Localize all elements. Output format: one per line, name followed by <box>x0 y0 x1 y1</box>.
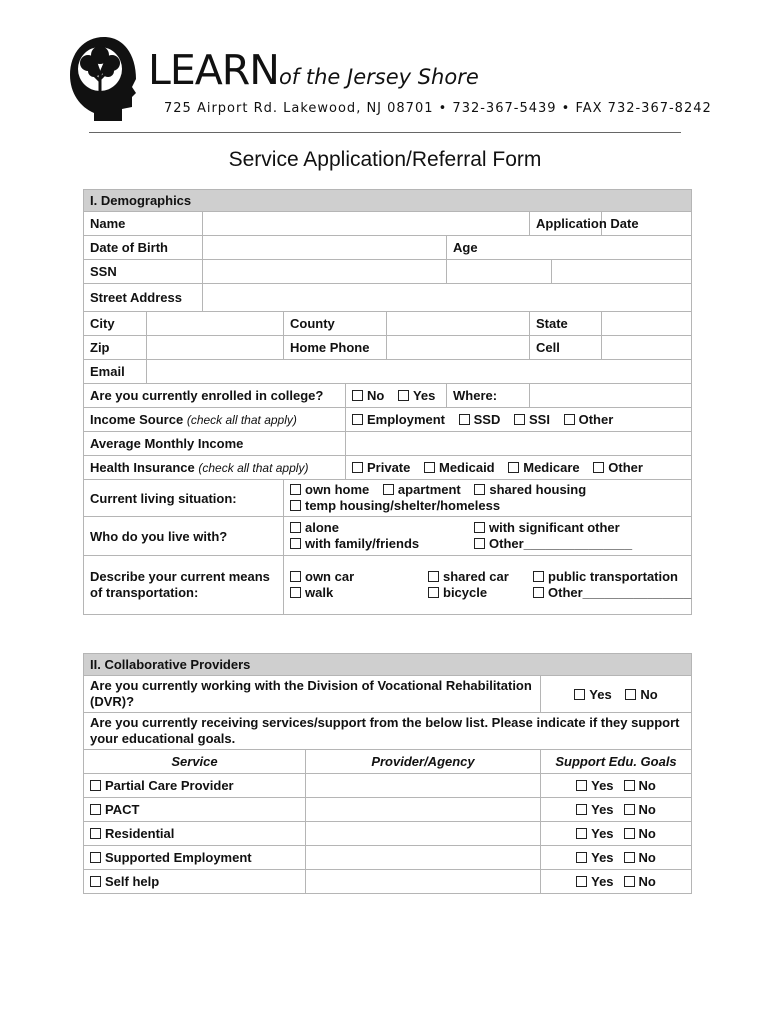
income-ssi-checkbox[interactable] <box>514 414 525 425</box>
service-partial-care-label: Partial Care Provider <box>105 778 234 793</box>
dob-field[interactable] <box>203 236 447 260</box>
income-other-checkbox[interactable] <box>564 414 575 425</box>
support-yes-checkbox-1[interactable] <box>576 780 587 791</box>
application-date-label: Application Date <box>530 212 602 236</box>
service-residential-label: Residential <box>105 826 175 841</box>
service-pact-label: PACT <box>105 802 140 817</box>
cell-label: Cell <box>530 336 602 360</box>
transport-public-checkbox[interactable] <box>533 571 544 582</box>
service-partial-care-checkbox[interactable] <box>90 780 101 791</box>
health-check-all: (check all that apply) <box>198 461 309 475</box>
transport-options <box>284 556 692 615</box>
living-own-home-checkbox[interactable] <box>290 484 301 495</box>
support-options-2 <box>541 798 692 822</box>
service-supported-employment <box>84 846 306 870</box>
brand <box>148 46 479 94</box>
dvr-no-label: No <box>640 686 658 702</box>
where-field[interactable] <box>530 384 692 408</box>
service-self-help-label: Self help <box>105 874 160 889</box>
living-apartment-label: apartment <box>397 482 461 497</box>
provider-field-5[interactable] <box>306 870 541 894</box>
service-supported-employment-label: Supported Employment <box>105 850 252 865</box>
avg-income-field[interactable] <box>346 432 692 456</box>
dvr-question: Are you currently working with the Division of Vocational Rehabilitation (DVR)? <box>84 676 541 713</box>
city-field[interactable] <box>147 312 284 336</box>
cell-field[interactable] <box>602 336 692 360</box>
org-address: 725 Airport Rd. Lakewood, NJ 08701 • 732-367-5439 • FAX 732-367-8242 <box>164 101 712 116</box>
support-no-checkbox-4[interactable] <box>624 852 635 863</box>
provider-field-1[interactable] <box>306 774 541 798</box>
city-label: City <box>84 312 147 336</box>
county-label: County <box>284 312 387 336</box>
county-field[interactable] <box>387 312 530 336</box>
support-yes-label-2: Yes <box>591 802 614 817</box>
support-no-label-4: No <box>638 850 656 865</box>
living-apartment-checkbox[interactable] <box>383 484 394 495</box>
health-medicare-checkbox[interactable] <box>508 462 519 473</box>
health-medicaid-checkbox[interactable] <box>424 462 435 473</box>
support-yes-checkbox-5[interactable] <box>576 876 587 887</box>
dvr-no-checkbox[interactable] <box>625 689 636 700</box>
transport-shared-car-checkbox[interactable] <box>428 571 439 582</box>
transport-own-car-label: own car <box>305 569 355 584</box>
health-private-checkbox[interactable] <box>352 462 363 473</box>
income-check-all: (check all that apply) <box>186 413 297 427</box>
provider-field-2[interactable] <box>306 798 541 822</box>
provider-field-4[interactable] <box>306 846 541 870</box>
avg-income-label: Average Monthly Income <box>84 432 346 456</box>
enrolled-yes-checkbox[interactable] <box>398 390 409 401</box>
col-provider: Provider/Agency <box>306 750 541 774</box>
health-private-label: Private <box>367 460 411 475</box>
name-field[interactable] <box>203 212 530 236</box>
health-options <box>346 456 692 480</box>
transport-bicycle-label: bicycle <box>443 585 488 600</box>
support-yes-checkbox-4[interactable] <box>576 852 587 863</box>
health-medicare-label: Medicare <box>523 460 580 475</box>
service-pact <box>84 798 306 822</box>
support-no-checkbox-2[interactable] <box>624 804 635 815</box>
state-field[interactable] <box>602 312 692 336</box>
income-employment-checkbox[interactable] <box>352 414 363 425</box>
dvr-options <box>541 676 692 713</box>
name-label: Name <box>84 212 203 236</box>
transport-shared-car-label: shared car <box>443 569 509 584</box>
support-no-label-5: No <box>638 874 656 889</box>
support-no-label-2: No <box>638 802 656 817</box>
health-other-label: Other <box>608 460 643 475</box>
transport-walk-checkbox[interactable] <box>290 587 301 598</box>
transport-question: Describe your current means of transportation: <box>84 556 284 615</box>
live-significant-label: with significant other <box>489 520 620 535</box>
income-source-text: Income Source <box>90 412 184 427</box>
support-no-checkbox-1[interactable] <box>624 780 635 791</box>
health-insurance-label <box>84 456 346 480</box>
income-options <box>346 408 692 432</box>
support-yes-label-4: Yes <box>591 850 614 865</box>
demographics-table <box>83 189 692 615</box>
income-source-label <box>84 408 346 432</box>
support-options-5 <box>541 870 692 894</box>
support-yes-checkbox-3[interactable] <box>576 828 587 839</box>
providers-table <box>83 653 692 894</box>
org-name: LEARN <box>148 46 279 94</box>
living-shared-label: shared housing <box>489 482 587 497</box>
service-residential <box>84 822 306 846</box>
live-family-label: with family/friends <box>305 536 420 551</box>
live-other-checkbox[interactable] <box>474 538 485 549</box>
live-family-checkbox[interactable] <box>290 538 301 549</box>
live-with-question: Who do you live with? <box>84 517 284 556</box>
income-employment-label: Employment <box>367 412 446 427</box>
support-yes-checkbox-2[interactable] <box>576 804 587 815</box>
live-alone-label: alone <box>305 520 339 535</box>
home-phone-label: Home Phone <box>284 336 387 360</box>
health-other-checkbox[interactable] <box>593 462 604 473</box>
home-phone-field[interactable] <box>387 336 530 360</box>
enrolled-no-checkbox[interactable] <box>352 390 363 401</box>
dvr-yes-checkbox[interactable] <box>574 689 585 700</box>
ssn-field[interactable] <box>203 260 447 284</box>
enrolled-question: Are you currently enrolled in college? <box>84 384 346 408</box>
state-label: State <box>530 312 602 336</box>
support-no-label-1: No <box>638 778 656 793</box>
transport-public-label: public transportation <box>548 569 678 584</box>
support-options-1 <box>541 774 692 798</box>
support-options-4 <box>541 846 692 870</box>
ssn-field-2[interactable] <box>447 260 552 284</box>
service-partial-care <box>84 774 306 798</box>
income-other-label: Other <box>578 412 614 427</box>
living-temp-label: temp housing/shelter/homeless <box>305 498 501 513</box>
income-ssi-label: SSI <box>529 412 550 427</box>
provider-field-3[interactable] <box>306 822 541 846</box>
live-significant-checkbox[interactable] <box>474 522 485 533</box>
transport-walk-label: walk <box>305 585 334 600</box>
service-pact-checkbox[interactable] <box>90 804 101 815</box>
age-field[interactable] <box>530 236 692 260</box>
zip-label: Zip <box>84 336 147 360</box>
income-ssd-label: SSD <box>473 412 501 427</box>
service-residential-checkbox[interactable] <box>90 828 101 839</box>
email-field[interactable] <box>147 360 692 384</box>
email-label: Email <box>84 360 147 384</box>
section-providers: II. Collaborative Providers <box>84 654 692 676</box>
health-insurance-text: Health Insurance <box>90 460 195 475</box>
dob-label: Date of Birth <box>84 236 203 260</box>
support-yes-label-3: Yes <box>591 826 614 841</box>
services-question: Are you currently receiving services/support from the below list. Please indicate if they support your educational goals. <box>84 713 692 750</box>
street-address-label: Street Address <box>84 284 203 312</box>
living-options <box>284 480 692 517</box>
transport-own-car-checkbox[interactable] <box>290 571 301 582</box>
enrolled-yes-label: Yes <box>412 388 436 403</box>
enrolled-no-label: No <box>367 388 385 403</box>
health-medicaid-label: Medicaid <box>439 460 495 475</box>
living-question: Current living situation: <box>84 480 284 517</box>
learn-logo <box>66 33 142 123</box>
section-demographics: I. Demographics <box>84 190 692 212</box>
org-subtitle: of the Jersey Shore <box>278 65 479 89</box>
support-no-checkbox-3[interactable] <box>624 828 635 839</box>
transport-bicycle-checkbox[interactable] <box>428 587 439 598</box>
support-no-checkbox-5[interactable] <box>624 876 635 887</box>
living-temp-checkbox[interactable] <box>290 500 301 511</box>
where-label: Where: <box>447 384 530 408</box>
enrolled-options <box>346 384 447 408</box>
support-no-label-3: No <box>638 826 656 841</box>
transport-other-checkbox[interactable] <box>533 587 544 598</box>
living-shared-checkbox[interactable] <box>474 484 485 495</box>
street-address-field[interactable] <box>203 284 692 312</box>
service-self-help-checkbox[interactable] <box>90 876 101 887</box>
support-yes-label-5: Yes <box>591 874 614 889</box>
dvr-yes-label: Yes <box>589 686 612 702</box>
service-supported-employment-checkbox[interactable] <box>90 852 101 863</box>
ssn-field-3[interactable] <box>552 260 692 284</box>
age-label: Age <box>447 236 530 260</box>
support-options-3 <box>541 822 692 846</box>
support-yes-label-1: Yes <box>591 778 614 793</box>
col-service: Service <box>84 750 306 774</box>
form-title: Service Application/Referral Form <box>228 148 542 171</box>
income-ssd-checkbox[interactable] <box>459 414 470 425</box>
service-self-help <box>84 870 306 894</box>
transport-other-label: Other_______________ <box>548 585 692 600</box>
header-divider <box>89 132 681 133</box>
living-own-home-label: own home <box>305 482 370 497</box>
col-support: Support Edu. Goals <box>541 750 692 774</box>
live-other-label: Other_______________ <box>489 536 633 551</box>
zip-field[interactable] <box>147 336 284 360</box>
live-with-options <box>284 517 692 556</box>
live-alone-checkbox[interactable] <box>290 522 301 533</box>
ssn-label: SSN <box>84 260 203 284</box>
